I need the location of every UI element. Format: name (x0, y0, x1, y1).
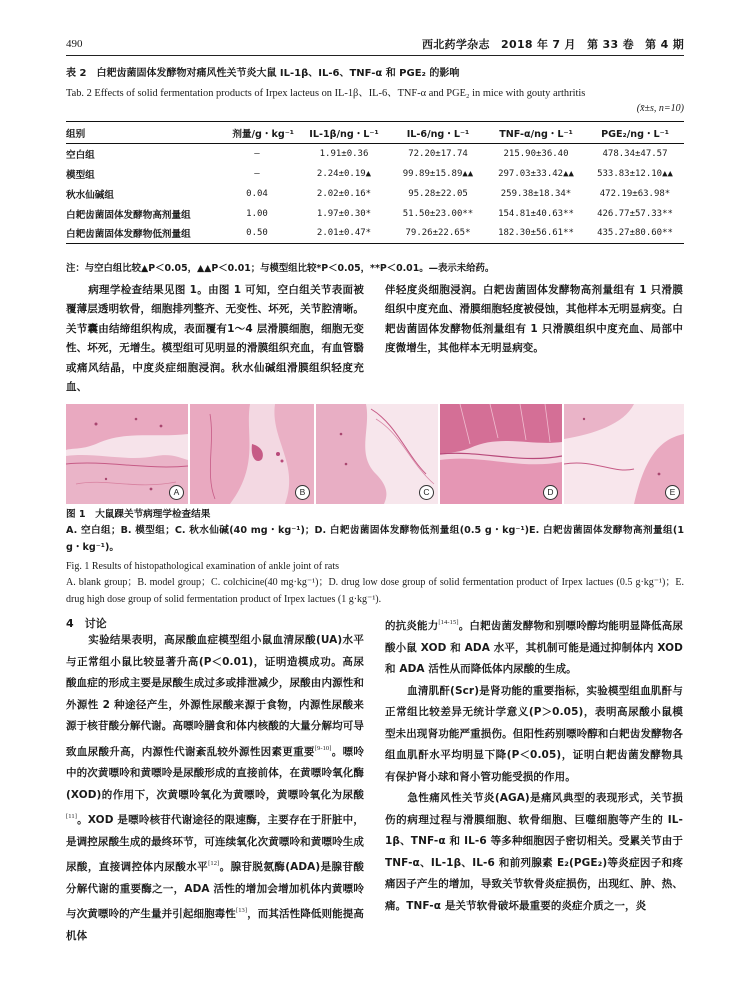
pathology-paragraph: 病理学检查结果见图 1。由图 1 可知，空白组关节表面被覆薄层透明软骨，细胞排列整齐、无变性、坏死，关节腔清晰。关节囊由结缔组织构成，表面覆有1～4 层滑膜细胞，细胞无变性、坏死，无增生。模型组可见明显的滑膜组织充血，有血管翳或痛风结晶，中度炎症细胞浸润。秋水仙碱组滑膜组织轻度充血、 (66, 284, 364, 394)
results-table (66, 121, 684, 244)
cell-pge2: 472.19±63.98* (599, 188, 671, 199)
discussion-text: 血清肌酐(Scr)是肾功能的重要指标，实验模型组血肌酐与正常组比较差异无统计学意义(P＞0.05)，表明高尿酸小鼠模型未出现肾功能严重损伤。但阳性药别嘌呤醇和白耙齿发酵物各组血肌酐水平均明显下降(P＜0.05)，证明白耙齿菌发酵物具有保护肾小球和肾小管功能受损的作用。 (385, 684, 683, 783)
cell-pge2: 533.83±12.10▲▲ (597, 168, 673, 179)
cell-tnfa: 297.03±33.42▲▲ (498, 168, 574, 179)
cell-il1b: 2.01±0.47* (298, 224, 390, 244)
citation: [13] (235, 907, 248, 914)
cell-il6: 72.20±17.74 (408, 148, 468, 159)
table-footnote: 注：与空白组比较▲P＜0.05，▲▲P＜0.01；与模型组比较*P＜0.05，**P＜0.01。—表示未给药。 (66, 263, 495, 274)
cell-il1b: 2.02±0.16* (316, 188, 372, 199)
cell-il1b: 1.97±0.30* (316, 208, 372, 219)
histology-panel-a (66, 404, 188, 504)
cell-il6: 51.50±23.00** (402, 208, 474, 219)
figure-histology (66, 404, 684, 504)
citation: [14-15] (438, 619, 459, 626)
pathology-paragraph-cont: 伴轻度炎细胞浸润。白耙齿菌固体发酵物高剂量组有 1 只滑膜组织中度充血、滑膜细胞轻度被侵蚀，其他样本无明显病变。白耙齿菌固体发酵物低剂量组有 1 只滑膜组织中度充血、局部中度微增生，其他样本无明显病变。 (385, 284, 683, 355)
col-header-pge2: PGE₂/ng・L⁻¹ (586, 122, 684, 144)
col-header-il6: IL-6/ng・L⁻¹ (390, 122, 486, 144)
cell-dose: — (254, 148, 260, 159)
cell-dose: 0.04 (246, 188, 268, 199)
cell-il1b: 2.24±0.19▲ (316, 168, 372, 179)
cell-group: 白耙齿菌固体发酵物高剂量组 (66, 209, 191, 221)
discussion-text: 的抗炎能力 (385, 620, 439, 632)
cell-pge2: 478.34±47.57 (602, 148, 668, 159)
col-header-il1b: IL-1β/ng・L⁻¹ (298, 122, 390, 144)
discussion-text: 。白耙齿菌发酵物和别嘌呤醇均能明显降低高尿酸小鼠 XOD 和 ADA 水平，其机制可能是通过抑制体内 XOD 和 ADA 活性从而降低体内尿酸的生成。 (385, 620, 683, 675)
discussion-text: 。嘌呤中的次黄嘌呤和黄嘌呤是尿酸形成的直接前体，在黄嘌呤氧化酶(XOD)的作用下，次黄嘌呤氧化为黄嘌呤，黄嘌呤氧化为尿酸 (66, 745, 364, 801)
cell-tnfa: 215.90±36.40 (503, 148, 569, 159)
panel-label: B (295, 485, 310, 500)
table-row (66, 144, 684, 164)
table-title-en: Tab. 2 Effects of solid fermentation products of Irpex lacteus on IL-1β、IL-6、TNF-α and PGE₂ in mice with gouty arthritis (66, 88, 586, 99)
histology-panel-e (564, 404, 684, 504)
figure-caption-cn: A. 空白组；B. 模型组；C. 秋水仙碱(40 mg・kg⁻¹)；D. 白耙齿菌固体发酵物低剂量组(0.5 g・kg⁻¹)E. 白耙齿菌固体发酵物高剂量组(1 g・kg⁻¹)。 (66, 525, 684, 554)
body-text-left-bottom (66, 630, 364, 947)
cell-group: 秋水仙碱组 (66, 189, 114, 201)
cell-tnfa: 259.38±18.34* (500, 188, 572, 199)
cell-il6: 99.89±15.89▲▲ (402, 168, 474, 179)
section-heading: 4 讨论 (66, 617, 107, 630)
table-header-row (66, 122, 684, 144)
histology-panel-d (440, 404, 562, 504)
table-row (66, 184, 684, 204)
figure-caption-title-en: Fig. 1 Results of histopathological examination of ankle joint of rats (66, 561, 340, 572)
body-text-right-bottom (385, 612, 683, 917)
figure-caption-title-cn: 图 1 大鼠踝关节病理学检查结果 (66, 509, 211, 520)
table-stat-note: (x̄±s, n=10) (636, 103, 684, 114)
col-header-dose: 剂量/g・kg⁻¹ (216, 122, 298, 144)
cell-il6: 95.28±22.05 (408, 188, 468, 199)
histology-panel-c (316, 404, 438, 504)
cell-tnfa: 154.81±40.63** (498, 208, 574, 219)
header-rule (66, 55, 684, 56)
discussion-text: 急性痛风性关节炎(AGA)是痛风典型的表现形式，关节损伤的病理过程与滑膜细胞、软骨细胞、巨噬细胞等产生的 IL-1β、TNF-α 和 IL-6 等多种细胞因子密切相关。受累关节由于 TNF-α、IL-1β、IL-6 和前列腺素 E₂(PGE₂)等炎症因子和疼痛因子产生的增加，导致关节软骨炎症损伤，出现红、肿、热、痛。TNF-α 是关节软骨破坏最重要的炎症介质之一，炎 (385, 792, 683, 912)
col-header-group: 组别 (66, 122, 216, 144)
panel-label: C (419, 485, 434, 500)
table-row (66, 204, 684, 224)
table-row (66, 224, 684, 244)
col-header-tnfa: TNF-α/ng・L⁻¹ (486, 122, 586, 144)
discussion-text: 。XOD 是嘌呤核苷代谢途径的限速酶，主要存在于肝脏中，是调控尿酸生成的最终环节，可连续氧化次黄嘌呤和黄嘌呤生成尿酸，直接调控体内尿酸水平 (66, 814, 364, 873)
panel-label: D (543, 485, 558, 500)
citation: [9-10] (314, 744, 332, 752)
panel-label: E (665, 485, 680, 500)
cell-tnfa: 182.30±56.61** (486, 224, 586, 244)
cell-il6: 79.26±22.65* (390, 224, 486, 244)
discussion-text: ，而其活性降低则能提高机体 (66, 908, 364, 942)
cell-il1b: 1.91±0.36 (319, 148, 369, 159)
cell-pge2: 426.77±57.33** (597, 208, 673, 219)
page-number: 490 (66, 38, 83, 50)
discussion-text: 实验结果表明，高尿酸血症模型组小鼠血清尿酸(UA)水平与正常组小鼠比较显著升高(P＜0.01)，证明造模成功。高尿酸血症的形成主要是尿酸生成过多或排泄减少，尿酸由内源性和外源性 2 种途径产生，外源性尿酸来源于食物，内源性尿酸来源于核苷酸分解代谢。高嘌呤膳食和体内核酸的大量分解均可导致血尿酸升高，内源性代谢紊乱较外源性因素更重要 (66, 634, 364, 758)
body-text-right-top (385, 281, 683, 359)
citation: [11] (66, 813, 77, 820)
citation: [12] (208, 860, 220, 867)
cell-dose: — (254, 168, 260, 179)
panel-label: A (169, 485, 184, 500)
discussion-text: 。腺苷脱氨酶(ADA)是腺苷酸分解代谢的重要酶之一，ADA 活性的增加会增加机体内黄嘌呤与次黄嘌呤的产生量并引起细胞毒性 (66, 861, 364, 920)
cell-group: 空白组 (66, 149, 95, 161)
figure-caption-en: A. blank group；B. model group；C. colchicine(40 mg·kg⁻¹)；D. drug low dose group of solid fermentation product of Irpex lactues (0.5 g·kg⁻¹)；E. drug high dose group of solid fermentation product of Irpex lactues (1 g·kg⁻¹). (66, 577, 684, 606)
cell-group: 白耙齿菌固体发酵物低剂量组 (66, 224, 216, 244)
histology-panel-b (190, 404, 314, 504)
table-title-cn: 表 2 白耙齿菌固体发酵物对痛风性关节炎大鼠 IL-1β、IL-6、TNF-α 和 PGE₂ 的影响 (66, 68, 460, 79)
cell-dose: 0.50 (216, 224, 298, 244)
body-text-left-top (66, 281, 364, 397)
cell-pge2: 435.27±80.60** (586, 224, 684, 244)
cell-dose: 1.00 (246, 208, 268, 219)
journal-info: 西北药学杂志 2018 年 7 月 第 33 卷 第 4 期 (421, 38, 684, 51)
page-header (66, 36, 684, 56)
table-row (66, 164, 684, 184)
cell-group: 模型组 (66, 169, 95, 181)
